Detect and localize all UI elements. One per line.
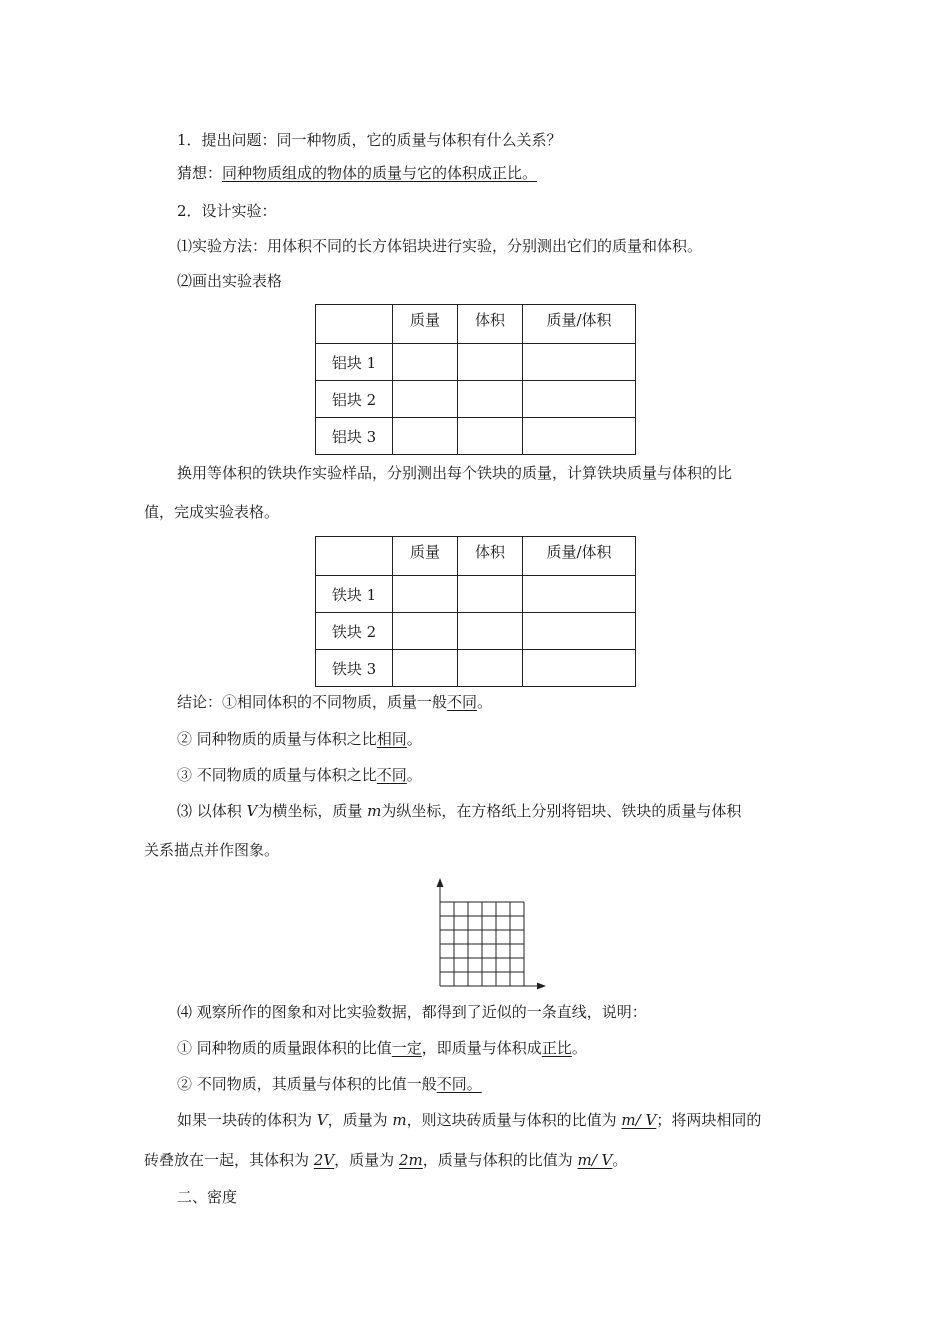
plot-instruction-1 <box>177 801 741 821</box>
brick-line-1 <box>177 1110 761 1130</box>
empty-cell <box>458 344 523 381</box>
row-label: 铁块 1 <box>316 576 393 613</box>
empty-cell <box>393 613 458 650</box>
empty-cell <box>458 613 523 650</box>
text: ，质量为 <box>334 1151 399 1169</box>
row-label: 铝块 1 <box>316 344 393 381</box>
text: 结论：①相同体积的不同物质，质量一般 <box>177 693 448 711</box>
header-cell: 质量 <box>393 305 458 344</box>
symbol-m: m <box>367 802 382 820</box>
empty-cell <box>393 344 458 381</box>
observation-2 <box>177 1074 482 1094</box>
symbol-m: m <box>392 1111 407 1129</box>
text: ② 不同物质，其质量与体积的比值一般 <box>177 1075 437 1093</box>
question-1: 1．提出问题：同一种物质，它的质量与体积有什么关系？ <box>177 131 562 149</box>
answer: 2m <box>398 1151 423 1169</box>
grid-paper <box>428 872 548 992</box>
section-heading: 二、密度 <box>177 1188 238 1206</box>
header-cell: 质量 <box>393 537 458 576</box>
empty-cell <box>523 381 636 418</box>
text: ，质量与体积的比值为 <box>422 1151 578 1169</box>
empty-cell <box>523 613 636 650</box>
table-row <box>316 418 636 455</box>
empty-cell <box>523 344 636 381</box>
text: 如果一块砖的体积为 <box>177 1111 317 1129</box>
empty-cell <box>523 418 636 455</box>
iron-line-1: 换用等体积的铁块作实验样品，分别测出每个铁块的质量，计算铁块质量与体积的比 <box>177 464 733 482</box>
text: 。 <box>406 766 422 784</box>
brick-line-2 <box>144 1150 627 1170</box>
header-cell: 体积 <box>458 537 523 576</box>
header-cell <box>316 537 393 576</box>
empty-cell <box>393 418 458 455</box>
aluminum-table <box>315 304 636 455</box>
empty-cell <box>393 650 458 687</box>
conclusion-1 <box>177 692 492 712</box>
empty-cell <box>458 576 523 613</box>
plot-instruction-2: 关系描点并作图象。 <box>144 841 280 859</box>
table-row <box>316 344 636 381</box>
text: 。 <box>477 693 493 711</box>
hypothesis <box>177 163 537 183</box>
text: ③ 不同物质的质量与体积之比 <box>177 766 377 784</box>
symbol-v: V <box>316 1111 328 1129</box>
text: ，即质量与体积成 <box>421 1039 542 1057</box>
hypothesis-label: 猜想： <box>177 164 223 182</box>
text: 。 <box>571 1039 587 1057</box>
row-label: 铝块 3 <box>316 418 393 455</box>
empty-cell <box>458 418 523 455</box>
text: 砖叠放在一起，其体积为 <box>144 1151 314 1169</box>
header-cell: 体积 <box>458 305 523 344</box>
answer: 不同 <box>376 766 407 784</box>
table-row <box>316 613 636 650</box>
answer: 一定 <box>391 1039 422 1057</box>
iron-table <box>315 536 636 687</box>
header-cell: 质量/体积 <box>523 305 636 344</box>
question-2: 2．设计实验： <box>177 202 277 220</box>
method-line: ⑴实验方法：用体积不同的长方体铝块进行实验，分别测出它们的质量和体积。 <box>177 237 703 255</box>
answer: m/ V <box>577 1151 613 1169</box>
text: ② 同种物质的质量与体积之比 <box>177 730 377 748</box>
header-cell: 质量/体积 <box>523 537 636 576</box>
text: ，质量为 <box>327 1111 393 1129</box>
text: ① 同种物质的质量跟体积的比值 <box>177 1039 392 1057</box>
answer: 2V <box>313 1151 335 1169</box>
answer: 不同 <box>447 693 478 711</box>
text: ；将两块相同的 <box>656 1111 762 1129</box>
text: ⑶ 以体积 <box>177 802 247 820</box>
conclusion-3 <box>177 765 422 785</box>
answer: 不同。 <box>436 1075 482 1093</box>
symbol-v: V <box>246 802 258 820</box>
observation-1 <box>177 1038 587 1058</box>
observation: ⑷ 观察所作的图象和对比实验数据，都得到了近似的一条直线，说明： <box>177 1003 647 1021</box>
table-row <box>316 381 636 418</box>
text: 。 <box>406 730 422 748</box>
empty-cell <box>458 381 523 418</box>
header-cell <box>316 305 393 344</box>
table-row <box>316 576 636 613</box>
empty-cell <box>523 576 636 613</box>
text: 。 <box>612 1151 628 1169</box>
row-label: 铝块 2 <box>316 381 393 418</box>
row-label: 铁块 3 <box>316 650 393 687</box>
y-axis-arrow <box>437 878 444 887</box>
answer: 正比 <box>541 1039 572 1057</box>
table-row <box>316 650 636 687</box>
text: 为纵坐标，在方格纸上分别将铝块、铁块的质量与体积 <box>381 802 742 820</box>
conclusion-2 <box>177 729 422 749</box>
answer: m/ V <box>621 1111 657 1129</box>
table-header-row <box>316 305 636 344</box>
empty-cell <box>458 650 523 687</box>
empty-cell <box>523 650 636 687</box>
table-header-row <box>316 537 636 576</box>
text: 为横坐标，质量 <box>257 802 368 820</box>
row-label: 铁块 2 <box>316 613 393 650</box>
table-title: ⑵画出实验表格 <box>177 272 283 290</box>
empty-cell <box>393 576 458 613</box>
hypothesis-answer: 同种物质组成的物体的质量与它的体积成正比。 <box>222 164 538 182</box>
empty-cell <box>393 381 458 418</box>
x-axis-arrow <box>537 983 546 990</box>
answer: 相同 <box>376 730 407 748</box>
text: ，则这块砖质量与体积的比值为 <box>406 1111 622 1129</box>
iron-line-2: 值，完成实验表格。 <box>144 503 280 521</box>
